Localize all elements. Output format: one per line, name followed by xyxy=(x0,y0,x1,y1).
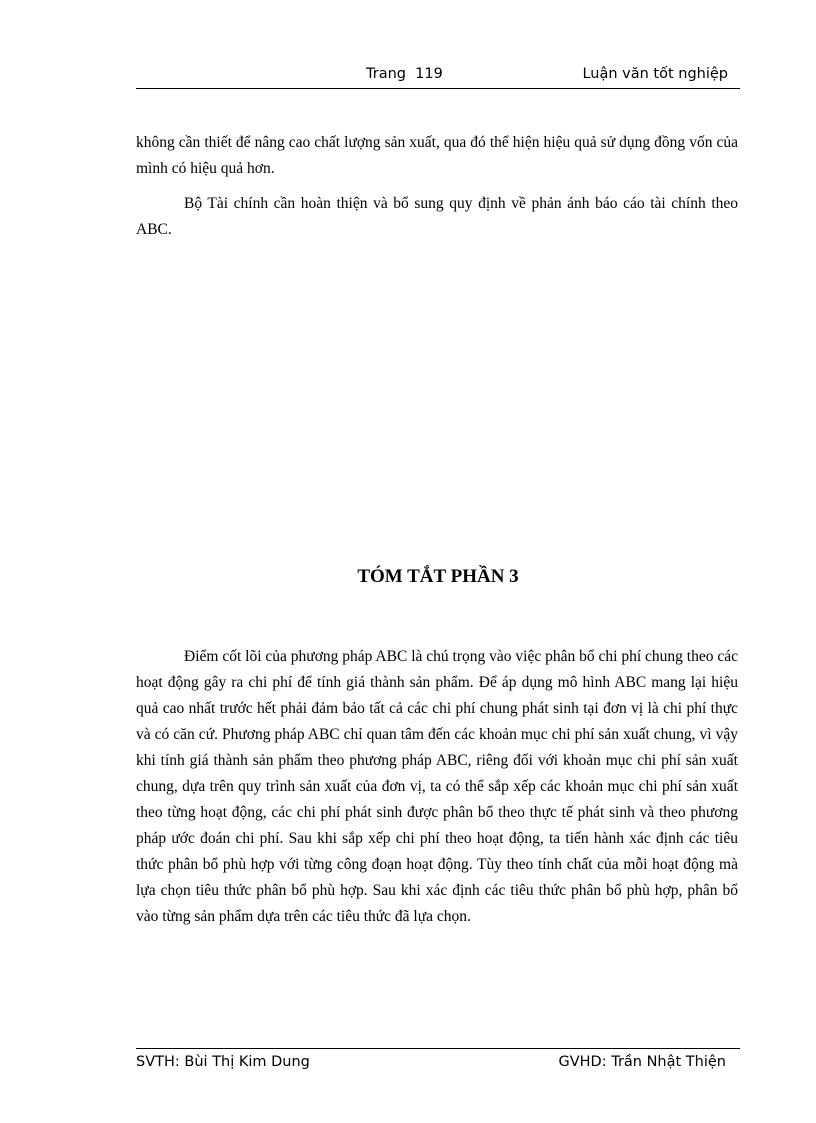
summary-paragraph: Điểm cốt lõi của phương pháp ABC là chú trọng vào việc phân bổ chi phí chung theo các hoạt động gây ra chi phí để tính giá thành sản phẩm. Để áp dụng mô hình ABC mang lại hiệu quả cao nhất trước hết phải đảm bảo tất cả các chi phí chung phát sinh tại đơn vị là chi phí thực và có căn cứ. Phương pháp ABC chỉ quan tâm đến các khoản mục chi phí sản xuất chung, vì vậy khi tính giá thành sản phẩm theo phương pháp ABC, riêng đối với khoản mục chi phí sản xuất chung, dựa trên quy trình sản xuất của đơn vị, ta có thể sắp xếp các khoản mục chi phí sản xuất theo từng hoạt động, các chi phí phát sinh được phân bổ theo thực tế phát sinh và theo phương pháp ước đoán chi phí. Sau khi sắp xếp chi phí theo hoạt động, ta tiến hành xác định các tiêu thức phân bổ phù hợp với từng công đoạn hoạt động. Tùy theo tính chất của mỗi hoạt động mà lựa chọn tiêu thức phân bổ phù hợp. Sau khi xác định các tiêu thức phân bổ phù hợp, phân bổ vào từng sản phẩm dựa trên các tiêu thức đã lựa chọn. xyxy=(136,648,738,925)
page-footer xyxy=(136,1048,740,1078)
page-header xyxy=(136,66,740,89)
paragraph-ministry: Bộ Tài chính cần hoàn thiện và bổ sung quy định về phản ánh báo cáo tài chính theo ABC. xyxy=(136,195,738,238)
student-name: SVTH: Bùi Thị Kim Dung xyxy=(136,1054,310,1070)
paragraph-continued: không cần thiết để nâng cao chất lượng sản xuất, qua đó thể hiện hiệu quả sử dụng đồng vốn của mình có hiệu quả hơn. xyxy=(136,134,738,177)
page-number: Trang 119 xyxy=(366,66,443,82)
advisor-name: GVHD: Trần Nhật Thiện xyxy=(558,1054,726,1070)
thesis-label: Luận văn tốt nghiệp xyxy=(582,66,728,82)
section-title: TÓM TẮT PHẦN 3 xyxy=(357,566,519,587)
